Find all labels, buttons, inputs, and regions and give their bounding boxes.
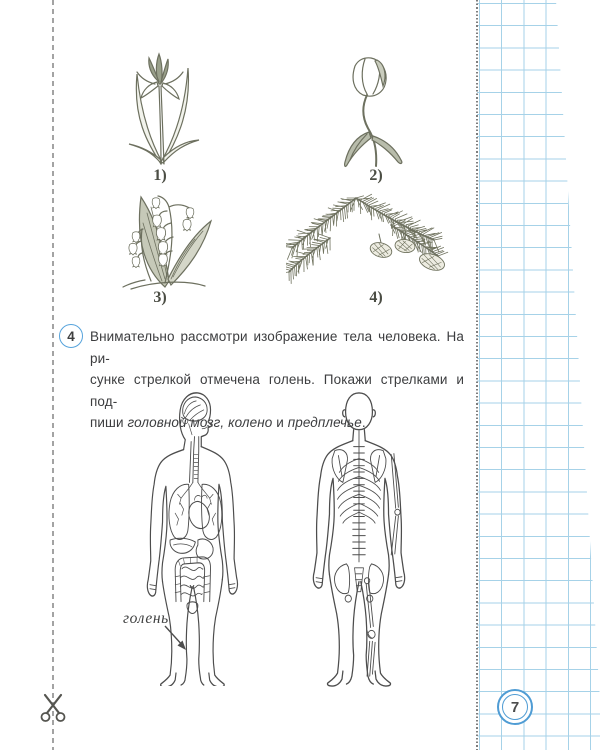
spruce-branch-figure [286,192,458,286]
scissors-icon [39,692,67,724]
shin-label: голень [123,610,169,627]
task-text-line: пиши головной мозг, колено и предплечье. [90,415,366,431]
plant-label-1: 1) [153,167,167,184]
cut-line [52,0,54,750]
lily-of-the-valley-figure [95,183,235,295]
plant-label-3: 3) [153,289,167,306]
task-number: 4 [67,328,75,344]
page-number: 7 [502,694,528,720]
human-body-skeleton-figure [291,389,427,689]
iris-figure [105,42,217,166]
page-number-badge [497,689,533,725]
perforation-edge [476,0,478,750]
task-text-line: Внимательно рассмотри изображение тела человека. На ри- [90,329,464,366]
task-number-badge [59,324,83,348]
task-text-line: сунке стрелкой отмечена голень. Покажи стрелками и под- [90,372,464,409]
plant-label-4: 4) [369,289,383,306]
shin-arrow [161,623,195,655]
tulip-figure [333,52,411,172]
plant-label-2: 2) [369,167,383,184]
